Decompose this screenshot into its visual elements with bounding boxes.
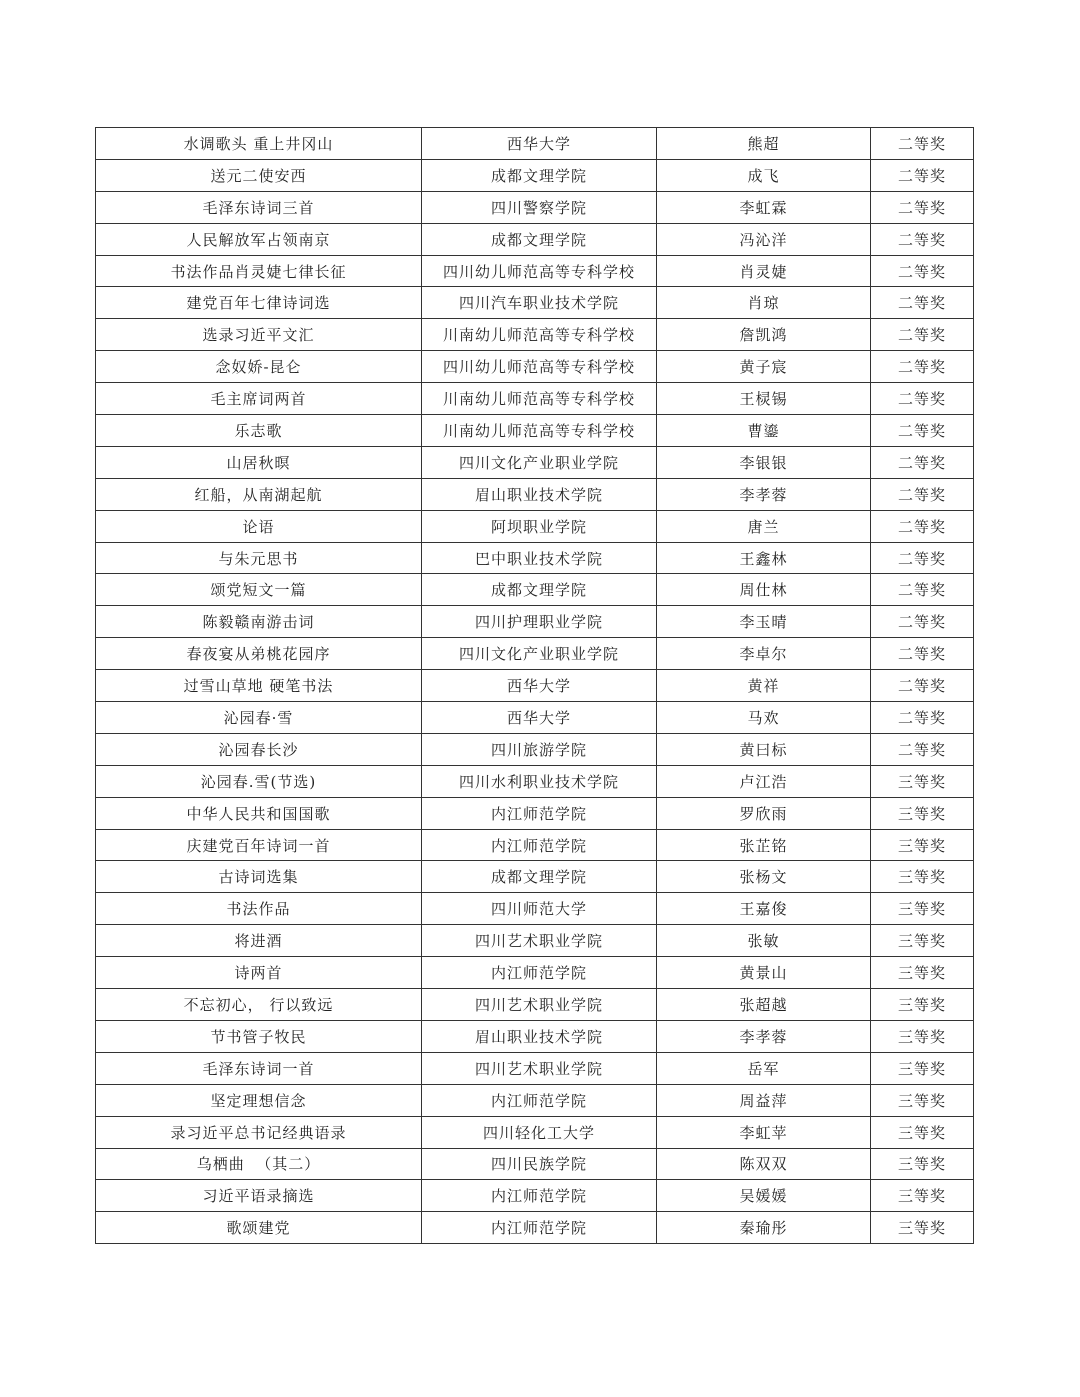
school-cell: 成都文理学院 bbox=[422, 861, 657, 893]
table-row bbox=[96, 383, 974, 415]
award-cell: 三等奖 bbox=[871, 829, 974, 861]
work-title-cell: 坚定理想信念 bbox=[96, 1084, 422, 1116]
table-row bbox=[96, 510, 974, 542]
work-title-cell: 论语 bbox=[96, 510, 422, 542]
award-cell: 二等奖 bbox=[871, 287, 974, 319]
table-row bbox=[96, 1020, 974, 1052]
table-row bbox=[96, 925, 974, 957]
table-row bbox=[96, 478, 974, 510]
author-cell: 张超越 bbox=[657, 989, 871, 1021]
school-cell: 川南幼儿师范高等专科学校 bbox=[422, 415, 657, 447]
table-row bbox=[96, 638, 974, 670]
award-cell: 二等奖 bbox=[871, 351, 974, 383]
author-cell: 黄景山 bbox=[657, 957, 871, 989]
award-cell: 二等奖 bbox=[871, 319, 974, 351]
school-cell: 内江师范学院 bbox=[422, 1180, 657, 1212]
table-row bbox=[96, 670, 974, 702]
author-cell: 罗欣雨 bbox=[657, 797, 871, 829]
work-title-cell: 乐志歌 bbox=[96, 415, 422, 447]
author-cell: 詹凯鸿 bbox=[657, 319, 871, 351]
school-cell: 内江师范学院 bbox=[422, 1084, 657, 1116]
author-cell: 张杨文 bbox=[657, 861, 871, 893]
school-cell: 四川幼儿师范高等专科学校 bbox=[422, 351, 657, 383]
award-cell: 二等奖 bbox=[871, 606, 974, 638]
work-title-cell: 毛泽东诗词一首 bbox=[96, 1052, 422, 1084]
work-title-cell: 庆建党百年诗词一首 bbox=[96, 829, 422, 861]
award-cell: 二等奖 bbox=[871, 446, 974, 478]
table-row bbox=[96, 733, 974, 765]
award-cell: 二等奖 bbox=[871, 383, 974, 415]
author-cell: 周益萍 bbox=[657, 1084, 871, 1116]
school-cell: 四川文化产业职业学院 bbox=[422, 638, 657, 670]
author-cell: 成飞 bbox=[657, 159, 871, 191]
author-cell: 熊超 bbox=[657, 128, 871, 160]
work-title-cell: 选录习近平文汇 bbox=[96, 319, 422, 351]
work-title-cell: 中华人民共和国国歌 bbox=[96, 797, 422, 829]
work-title-cell: 书法作品肖灵婕七律长征 bbox=[96, 255, 422, 287]
awards-table-body bbox=[96, 128, 974, 1244]
table-row bbox=[96, 861, 974, 893]
work-title-cell: 习近平语录摘选 bbox=[96, 1180, 422, 1212]
author-cell: 周仕林 bbox=[657, 574, 871, 606]
work-title-cell: 节书管子牧民 bbox=[96, 1020, 422, 1052]
work-title-cell: 山居秋暝 bbox=[96, 446, 422, 478]
author-cell: 张敏 bbox=[657, 925, 871, 957]
award-cell: 三等奖 bbox=[871, 1052, 974, 1084]
author-cell: 卢江浩 bbox=[657, 765, 871, 797]
table-row bbox=[96, 1116, 974, 1148]
award-cell: 三等奖 bbox=[871, 989, 974, 1021]
author-cell: 吴媛媛 bbox=[657, 1180, 871, 1212]
work-title-cell: 过雪山草地 硬笔书法 bbox=[96, 670, 422, 702]
work-title-cell: 送元二使安西 bbox=[96, 159, 422, 191]
school-cell: 内江师范学院 bbox=[422, 797, 657, 829]
table-row bbox=[96, 255, 974, 287]
table-row bbox=[96, 606, 974, 638]
author-cell: 王嘉俊 bbox=[657, 893, 871, 925]
award-cell: 三等奖 bbox=[871, 925, 974, 957]
author-cell: 李卓尔 bbox=[657, 638, 871, 670]
table-row bbox=[96, 989, 974, 1021]
school-cell: 四川警察学院 bbox=[422, 191, 657, 223]
work-title-cell: 水调歌头 重上井冈山 bbox=[96, 128, 422, 160]
school-cell: 西华大学 bbox=[422, 670, 657, 702]
school-cell: 成都文理学院 bbox=[422, 159, 657, 191]
work-title-cell: 沁园春.雪(节选) bbox=[96, 765, 422, 797]
author-cell: 陈双双 bbox=[657, 1148, 871, 1180]
author-cell: 李孝蓉 bbox=[657, 478, 871, 510]
school-cell: 四川文化产业职业学院 bbox=[422, 446, 657, 478]
school-cell: 眉山职业技术学院 bbox=[422, 478, 657, 510]
table-row bbox=[96, 797, 974, 829]
work-title-cell: 毛泽东诗词三首 bbox=[96, 191, 422, 223]
school-cell: 四川艺术职业学院 bbox=[422, 989, 657, 1021]
work-title-cell: 人民解放军占领南京 bbox=[96, 223, 422, 255]
author-cell: 李孝蓉 bbox=[657, 1020, 871, 1052]
school-cell: 四川轻化工大学 bbox=[422, 1116, 657, 1148]
work-title-cell: 书法作品 bbox=[96, 893, 422, 925]
author-cell: 曹鎏 bbox=[657, 415, 871, 447]
work-title-cell: 春夜宴从弟桃花园序 bbox=[96, 638, 422, 670]
work-title-cell: 诗两首 bbox=[96, 957, 422, 989]
author-cell: 马欢 bbox=[657, 702, 871, 734]
author-cell: 肖琼 bbox=[657, 287, 871, 319]
work-title-cell: 不忘初心， 行以致远 bbox=[96, 989, 422, 1021]
author-cell: 王棂锡 bbox=[657, 383, 871, 415]
table-row bbox=[96, 829, 974, 861]
work-title-cell: 毛主席词两首 bbox=[96, 383, 422, 415]
table-row bbox=[96, 1180, 974, 1212]
table-row bbox=[96, 574, 974, 606]
table-row bbox=[96, 542, 974, 574]
award-cell: 二等奖 bbox=[871, 574, 974, 606]
school-cell: 川南幼儿师范高等专科学校 bbox=[422, 319, 657, 351]
award-cell: 二等奖 bbox=[871, 415, 974, 447]
award-cell: 二等奖 bbox=[871, 159, 974, 191]
award-cell: 三等奖 bbox=[871, 1084, 974, 1116]
school-cell: 巴中职业技术学院 bbox=[422, 542, 657, 574]
school-cell: 四川护理职业学院 bbox=[422, 606, 657, 638]
table-row bbox=[96, 351, 974, 383]
school-cell: 四川民族学院 bbox=[422, 1148, 657, 1180]
school-cell: 四川师范大学 bbox=[422, 893, 657, 925]
award-cell: 二等奖 bbox=[871, 255, 974, 287]
award-cell: 三等奖 bbox=[871, 1116, 974, 1148]
author-cell: 李玉晴 bbox=[657, 606, 871, 638]
award-cell: 二等奖 bbox=[871, 670, 974, 702]
author-cell: 秦瑜彤 bbox=[657, 1212, 871, 1244]
award-cell: 二等奖 bbox=[871, 638, 974, 670]
school-cell: 西华大学 bbox=[422, 702, 657, 734]
school-cell: 成都文理学院 bbox=[422, 223, 657, 255]
award-cell: 二等奖 bbox=[871, 128, 974, 160]
school-cell: 阿坝职业学院 bbox=[422, 510, 657, 542]
school-cell: 川南幼儿师范高等专科学校 bbox=[422, 383, 657, 415]
work-title-cell: 念奴娇-昆仑 bbox=[96, 351, 422, 383]
author-cell: 李虹霖 bbox=[657, 191, 871, 223]
table-row bbox=[96, 191, 974, 223]
author-cell: 李虹苹 bbox=[657, 1116, 871, 1148]
award-cell: 二等奖 bbox=[871, 191, 974, 223]
work-title-cell: 陈毅赣南游击词 bbox=[96, 606, 422, 638]
award-cell: 三等奖 bbox=[871, 1180, 974, 1212]
author-cell: 李银银 bbox=[657, 446, 871, 478]
award-cell: 三等奖 bbox=[871, 893, 974, 925]
table-row bbox=[96, 957, 974, 989]
author-cell: 黄子宸 bbox=[657, 351, 871, 383]
author-cell: 岳军 bbox=[657, 1052, 871, 1084]
award-cell: 二等奖 bbox=[871, 702, 974, 734]
table-row bbox=[96, 1148, 974, 1180]
work-title-cell: 录习近平总书记经典语录 bbox=[96, 1116, 422, 1148]
award-cell: 三等奖 bbox=[871, 957, 974, 989]
author-cell: 王鑫林 bbox=[657, 542, 871, 574]
work-title-cell: 乌栖曲 （其二） bbox=[96, 1148, 422, 1180]
school-cell: 内江师范学院 bbox=[422, 829, 657, 861]
award-cell: 二等奖 bbox=[871, 542, 974, 574]
table-row bbox=[96, 893, 974, 925]
school-cell: 四川旅游学院 bbox=[422, 733, 657, 765]
school-cell: 内江师范学院 bbox=[422, 1212, 657, 1244]
author-cell: 黄曰标 bbox=[657, 733, 871, 765]
award-cell: 三等奖 bbox=[871, 1020, 974, 1052]
table-row bbox=[96, 1212, 974, 1244]
table-row bbox=[96, 415, 974, 447]
table-row bbox=[96, 223, 974, 255]
school-cell: 四川艺术职业学院 bbox=[422, 1052, 657, 1084]
award-cell: 二等奖 bbox=[871, 478, 974, 510]
award-cell: 三等奖 bbox=[871, 765, 974, 797]
author-cell: 唐兰 bbox=[657, 510, 871, 542]
school-cell: 成都文理学院 bbox=[422, 574, 657, 606]
school-cell: 西华大学 bbox=[422, 128, 657, 160]
award-cell: 二等奖 bbox=[871, 510, 974, 542]
author-cell: 张芷铭 bbox=[657, 829, 871, 861]
table-row bbox=[96, 446, 974, 478]
work-title-cell: 红船，从南湖起航 bbox=[96, 478, 422, 510]
table-row bbox=[96, 319, 974, 351]
author-cell: 冯沁洋 bbox=[657, 223, 871, 255]
award-cell: 三等奖 bbox=[871, 797, 974, 829]
award-cell: 三等奖 bbox=[871, 1212, 974, 1244]
work-title-cell: 沁园春·雪 bbox=[96, 702, 422, 734]
work-title-cell: 沁园春长沙 bbox=[96, 733, 422, 765]
table-row bbox=[96, 765, 974, 797]
award-cell: 二等奖 bbox=[871, 733, 974, 765]
school-cell: 四川艺术职业学院 bbox=[422, 925, 657, 957]
work-title-cell: 将进酒 bbox=[96, 925, 422, 957]
award-cell: 二等奖 bbox=[871, 223, 974, 255]
school-cell: 内江师范学院 bbox=[422, 957, 657, 989]
work-title-cell: 与朱元思书 bbox=[96, 542, 422, 574]
table-row bbox=[96, 702, 974, 734]
work-title-cell: 歌颂建党 bbox=[96, 1212, 422, 1244]
work-title-cell: 建党百年七律诗词选 bbox=[96, 287, 422, 319]
awards-table bbox=[95, 127, 974, 1244]
school-cell: 眉山职业技术学院 bbox=[422, 1020, 657, 1052]
work-title-cell: 古诗词选集 bbox=[96, 861, 422, 893]
table-row bbox=[96, 1084, 974, 1116]
school-cell: 四川幼儿师范高等专科学校 bbox=[422, 255, 657, 287]
school-cell: 四川水利职业技术学院 bbox=[422, 765, 657, 797]
table-row bbox=[96, 159, 974, 191]
table-row bbox=[96, 128, 974, 160]
work-title-cell: 颂党短文一篇 bbox=[96, 574, 422, 606]
award-cell: 三等奖 bbox=[871, 861, 974, 893]
table-row bbox=[96, 287, 974, 319]
table-row bbox=[96, 1052, 974, 1084]
author-cell: 黄祥 bbox=[657, 670, 871, 702]
author-cell: 肖灵婕 bbox=[657, 255, 871, 287]
award-cell: 三等奖 bbox=[871, 1148, 974, 1180]
school-cell: 四川汽车职业技术学院 bbox=[422, 287, 657, 319]
